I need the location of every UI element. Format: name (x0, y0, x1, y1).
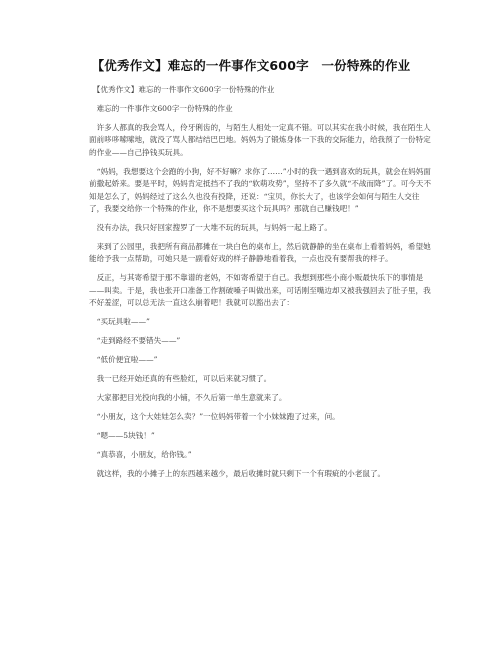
dialogue-line: “嗯——5块钱！” (89, 431, 155, 441)
paragraph: “妈妈，我想要这个会跑的小狗，好不好嘛？求你了……”小时的我一遇到喜欢的玩具，就会在妈妈面前撒起娇来。要是平时，妈妈肯定抵挡不了我的“软萌攻势”，坚持不了多久就“不战而降”了。可今天不知是怎么了，妈妈经过了这么久也没有投降，还说：“宝贝，你长大了，也该学会如何与陌生人交往了，我要交给你一个特殊的作业，你不是想要买这个玩具吗？那就自己赚钱吧！” (89, 166, 432, 214)
paragraph-subtitle: 难忘的一件事作文600字一份特殊的作业 (89, 104, 233, 113)
paragraph-heading-repeat: 【优秀作文】难忘的一件事作文600字一份特殊的作业 (89, 85, 275, 94)
dialogue-line: “小朋友，这个大娃娃怎么卖？”一位妈妈带着一个小妹妹跑了过来，问。 (89, 412, 340, 422)
document-body (89, 84, 434, 487)
dialogue-line: “买玩具啦——” (89, 317, 150, 327)
paragraph: 没有办法，我只好回家搜罗了一大堆不玩的玩具，与妈妈一起上路了。 (89, 223, 332, 233)
document-title: 【优秀作文】难忘的一件事作文600字 一份特殊的作业 (91, 58, 411, 73)
paragraph: 大家都把目光投向我的小铺，不久后第一单生意就来了。 (89, 393, 287, 403)
dialogue-line: “走到路经不要错失——” (89, 336, 181, 346)
dialogue-line: “低价便宜啦——” (89, 355, 158, 365)
paragraph: 来到了公园里，我把所有商品都摊在一块白色的桌布上，然后就静静的坐在桌布上看着妈妈，希望她能给予我一点帮助，可她只是一副看好戏的样子静静地看着我，一点也没有要帮我的样子。 (89, 242, 431, 264)
paragraph: 我一已经开始还真的有些脸红，可以后来就习惯了。 (89, 374, 272, 384)
paragraph: 反正，与其寄希望于那不靠谱的老妈，不如寄希望于自己。我想到那些小商小贩最快乐下的事情是——叫卖。于是，我也张开口准备工作割破嗓子叫做出来，可话刚至嘴边却又被我强回去了肚子里，我不好羞涩，可以总无法一直这么崩着吧！我就可以豁出去了： (89, 273, 431, 308)
paragraph: 就这样，我的小摊子上的东西越来越少，最后收摊时就只剩下一个有瑕疵的小老鼠了。 (89, 469, 386, 479)
paragraph: 许多人都真的我会骂人，伶牙俐齿的，与陌生人相处一定真不错。可以其实在我小时候，我在陌生人面前哆哆嗦嗦地，就没了骂人都结结巴巴地。妈妈为了锻炼身体一下我的交际能力，给我预了一份特定的作业——自己挣钱买玩具。 (89, 123, 431, 157)
dialogue-line: “真恭喜，小朋友，给你钱。” (89, 450, 192, 460)
